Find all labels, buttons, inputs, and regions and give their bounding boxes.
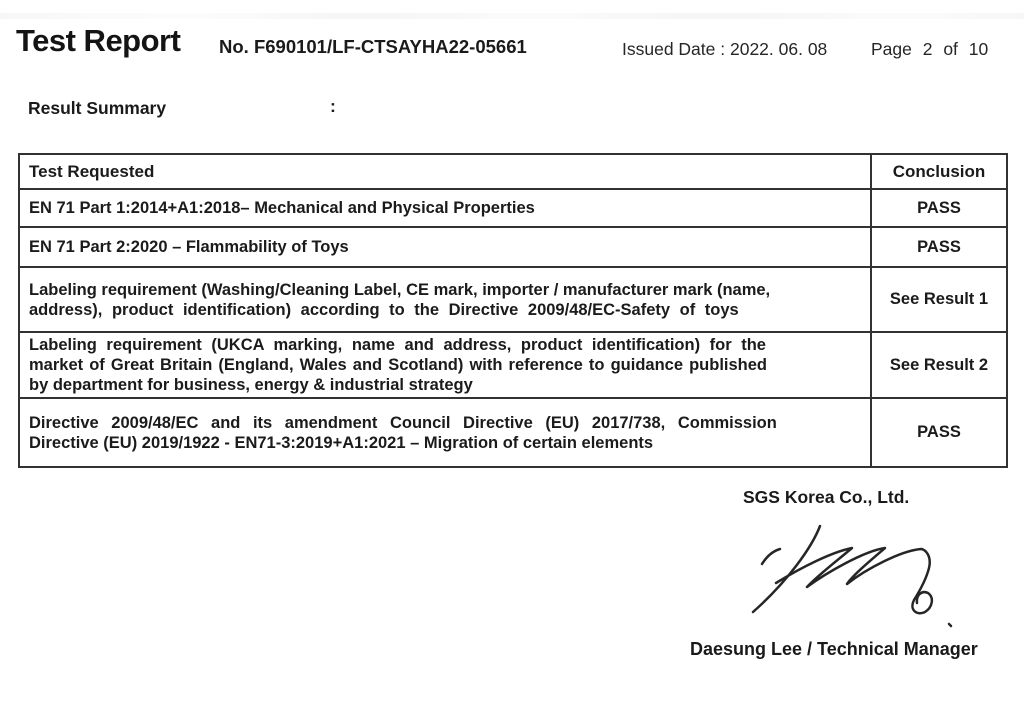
test-requested-cell xyxy=(19,227,871,267)
signature-stroke-dot xyxy=(949,624,951,626)
test-cell-line: Directive 2009/48/EC and its amendment Council Directive (EU) 2017/738, Commission xyxy=(29,413,777,432)
signature-stroke-slash xyxy=(753,526,820,612)
test-requested-cell xyxy=(19,189,871,227)
scan-artifact-band xyxy=(0,13,1024,19)
signatory-company: SGS Korea Co., Ltd. xyxy=(743,487,910,507)
signature-stroke-zigzag xyxy=(776,548,932,613)
table-row xyxy=(19,398,1007,467)
conclusion-cell: See Result 2 xyxy=(871,332,1007,398)
test-requested-cell xyxy=(19,398,871,467)
table-header-row xyxy=(19,154,1007,189)
test-cell-line: market of Great Britain (England, Wales and Scotland) with reference to guidance published xyxy=(29,356,768,374)
column-header-conclusion: Conclusion xyxy=(871,154,1007,189)
column-header-test-requested: Test Requested xyxy=(19,154,871,189)
report-title: Test Report xyxy=(16,23,181,58)
signature-image xyxy=(740,515,980,635)
conclusion-cell: PASS xyxy=(871,398,1007,467)
result-summary-label: Result Summary xyxy=(28,98,167,118)
conclusion-cell: PASS xyxy=(871,189,1007,227)
signature-stroke-dash xyxy=(762,549,780,564)
test-requested-cell xyxy=(19,332,871,398)
page-indicator: Page 2 of 10 xyxy=(871,39,989,59)
signatory-name: Daesung Lee / Technical Manager xyxy=(690,639,978,659)
test-cell-line: Directive (EU) 2019/1922 - EN71-3:2019+A1:2021 – Migration of certain elements xyxy=(29,433,654,452)
test-cell-line: Labeling requirement (Washing/Cleaning Label, CE mark, importer / manufacturer mark (name, xyxy=(29,280,771,299)
test-cell-line: EN 71 Part 2:2020 – Flammability of Toys xyxy=(29,238,349,256)
table-row xyxy=(19,189,1007,227)
result-summary-colon: : xyxy=(330,96,336,116)
table-row xyxy=(19,227,1007,267)
issued-date: Issued Date : 2022. 06. 08 xyxy=(622,39,828,59)
test-cell-line: by department for business, energy & industrial strategy xyxy=(29,376,473,394)
table-row xyxy=(19,332,1007,398)
conclusion-cell: PASS xyxy=(871,227,1007,267)
table-row xyxy=(19,267,1007,332)
result-summary-table xyxy=(18,153,1008,468)
test-requested-cell xyxy=(19,267,871,332)
report-number: No. F690101/LF-CTSAYHA22-05661 xyxy=(219,36,527,57)
test-cell-line: EN 71 Part 1:2014+A1:2018– Mechanical and Physical Properties xyxy=(29,199,535,217)
test-cell-line: Labeling requirement (UKCA marking, name and address, product identification) for the xyxy=(29,336,766,354)
test-cell-line: address), product identification) according to the Directive 2009/48/EC-Safety of toys xyxy=(29,300,739,319)
conclusion-cell: See Result 1 xyxy=(871,267,1007,332)
